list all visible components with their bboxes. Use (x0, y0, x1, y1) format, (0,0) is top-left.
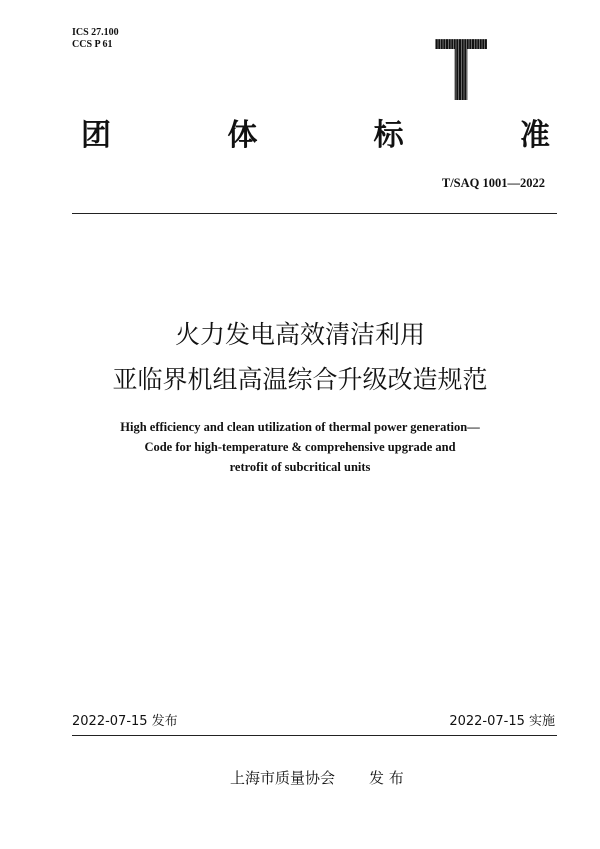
english-title-line: retrofit of subcritical units (229, 460, 371, 474)
standard-number: T/SAQ 1001—2022 (441, 176, 545, 190)
chinese-title-line: 亚临界机组高温综合升级改造规范 (112, 365, 488, 394)
standard-logo-letter: T (428, 26, 494, 114)
issue-date: 2022-07-15 发布 (72, 714, 178, 729)
footer-divider (72, 735, 557, 736)
ccs-code: CCS P 61 (72, 39, 113, 50)
standard-type-char: 标 (373, 118, 404, 153)
chinese-title-line: 火力发电高效清洁利用 (174, 320, 425, 349)
chinese-title (0, 312, 600, 402)
standard-type-char: 体 (227, 118, 258, 153)
standard-type-char: 准 (519, 118, 550, 153)
publisher-name: 上海市质量协会 (230, 769, 336, 787)
standard-type-char: 团 (81, 118, 111, 153)
header-divider (72, 213, 557, 214)
english-title (0, 417, 600, 477)
standard-type-heading (81, 118, 550, 153)
english-title-line: High efficiency and clean utilization of thermal power generation— (120, 420, 480, 434)
publish-label: 发 布 (369, 769, 404, 787)
implementation-date: 2022-07-15 实施 (449, 714, 555, 729)
ics-code: ICS 27.100 (72, 27, 119, 38)
english-title-line: Code for high-temperature & comprehensive upgrade and (144, 440, 456, 454)
